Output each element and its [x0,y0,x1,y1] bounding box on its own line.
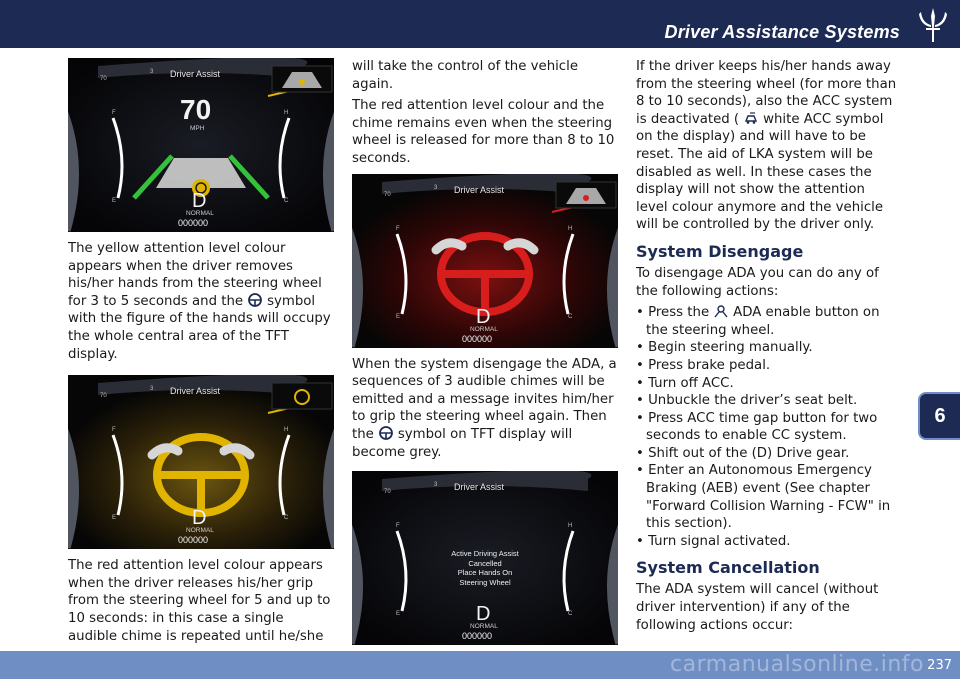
paragraph: To disengage ADA you can do any of the following actions: [636,265,879,299]
list-item: • Press brake pedal. [636,357,898,375]
list-item: • Turn off ACC. [636,375,898,393]
cluster-fuel-f: F [112,427,116,434]
cluster-odometer: 000000 [178,218,209,228]
cluster-mode: NORMAL [470,325,498,333]
cluster-image-yellow [68,375,334,549]
list-item: • Press ACC time gap button for two seconds to enable CC system. [636,410,898,445]
list-item: • Turn signal activated. [636,533,898,551]
cluster-fuel-e: E [396,611,401,618]
cluster-gear: D [476,603,491,626]
cluster-mode: NORMAL [186,527,214,535]
cluster-title: Driver Assist [454,482,505,493]
section-heading-cancellation: System Cancellation [636,558,820,578]
list-item: • Press the ADA enable button on the steering wheel. [636,304,898,339]
cluster-image-green [68,58,334,232]
cluster-gap: 3 [150,386,154,393]
cluster-odometer: 000000 [178,535,209,546]
cluster-set-speed: 70 [100,393,107,400]
cluster-gear: D [192,190,207,212]
cluster-title: Driver Assist [170,386,221,397]
ada-enable-icon [713,304,729,318]
cluster-fuel-f: F [396,523,400,530]
cluster-image-message [352,471,618,645]
acc-car-icon [743,111,759,125]
cluster-temp-h: H [568,225,573,232]
cluster-temp-c: C [284,515,289,522]
cluster-gear: D [192,507,207,530]
list-item: • Begin steering manually. [636,339,898,357]
cluster-title: Driver Assist [170,69,221,79]
cluster-fuel-f: F [112,110,116,116]
cluster-fuel-e: E [396,313,401,320]
hands-on-wheel-icon [378,426,394,440]
cluster-title: Driver Assist [454,184,505,195]
chapter-number: 6 [934,405,946,427]
trident-logo-icon [916,6,950,44]
cluster-temp-h: H [284,427,289,434]
list-item: • Shift out of the (D) Drive gear. [636,445,898,463]
cluster-temp-c: C [568,313,573,320]
cluster-speed: 70 [180,94,212,125]
column-2 [352,58,618,653]
cluster-temp-c: C [568,611,573,618]
cluster-temp-h: H [568,523,573,530]
cluster-fuel-f: F [396,225,400,232]
cluster-set-speed: 70 [384,489,391,496]
paragraph: The yellow attention level colour appears when the driver removes his/her hands from the steering wheel for 3 to 5 seconds and the symbol with the figure of the hands will occupy the whole central area of the TFT display. [68,241,331,362]
cluster-odometer: 000000 [462,333,493,344]
paragraph: will take the control of the vehicle again. [352,59,578,92]
paragraph: The red attention level colour appears when the driver releases his/her grip from the steering wheel for 5 and up to 10 seconds: in this case a single audible chime is repeated until he/she [68,558,331,644]
cluster-message: Active Driving Assist Cancelled Place Hands On Steering Wheel [451,549,519,587]
cluster-fuel-e: E [112,198,117,204]
list-item: • Unbuckle the driver’s seat belt. [636,392,898,410]
hands-on-wheel-icon [247,293,263,307]
cluster-gap: 3 [434,184,438,191]
paragraph: The red attention level colour and the chime remains even when the steering wheel is released for more than 8 to 10 seconds. [352,98,615,166]
paragraph: When the system disengage the ADA, a sequences of 3 audible chimes will be emitted and a message invites him/her to grip the steering wheel again. Then the symbol on TFT display will become grey. [352,356,617,460]
cluster-mode: NORMAL [470,623,498,631]
list-item: • Enter an Autonomous Emergency Braking (AEB) event (See chapter "Forward Collision Warning - FCW" in this section). [636,462,898,532]
cluster-gap: 3 [150,69,154,75]
page-title: Driver Assistance Systems [664,22,900,42]
disengage-list [636,304,898,550]
column-3 [636,58,898,638]
cluster-temp-h: H [284,110,289,116]
chapter-tab[interactable] [918,392,960,440]
cluster-set-speed: 70 [384,191,391,198]
cluster-odometer: 000000 [462,631,493,642]
cluster-temp-c: C [284,198,289,204]
paragraph: If the driver keeps his/her hands away from the steering wheel (for more than 8 to 10 seconds), also the ACC system is deactivated ( white ACC symbol on the display) and will have to be reset. The aid of LKA system will be disabled as well. In these cases the display will not show the attention level colour anymore and the vehicle will be controlled by the driver only. [636,59,897,233]
watermark: carmanualsonline.info [670,652,924,677]
cluster-mode: NORMAL [186,210,214,217]
header-bar [0,0,960,48]
cluster-gap: 3 [434,482,438,489]
cluster-set-speed: 70 [100,76,107,82]
paragraph: The ADA system will cancel (without driver intervention) if any of the following actions occur: [636,582,879,633]
footer-bar [0,651,960,679]
section-heading-disengage: System Disengage [636,241,804,261]
cluster-speed-unit: MPH [190,125,205,132]
cluster-fuel-e: E [112,515,117,522]
page-number: 237 [927,658,952,673]
cluster-image-red [352,174,618,348]
column-1 [68,58,334,649]
cluster-gear: D [476,305,491,328]
